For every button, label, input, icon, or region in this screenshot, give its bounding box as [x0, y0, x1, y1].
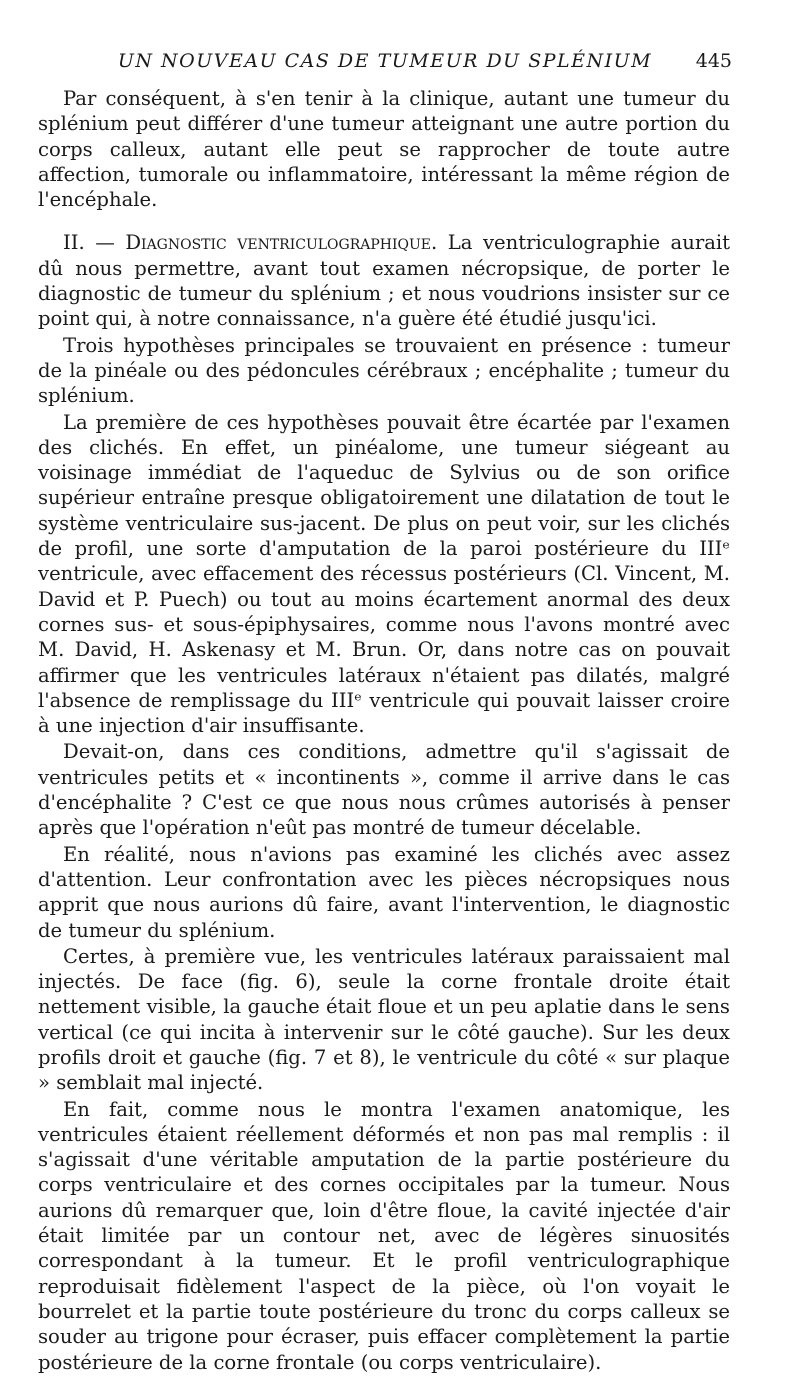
section-heading: Diagnostic ventriculographique.	[125, 231, 438, 255]
paragraph: Devait-on, dans ces conditions, admettre qu'il s'agissait de ventricules petits et « incontinents », comme il arrive dans le cas d'encéphalite ? C'est ce que nous nous crûmes autorisés à penser après que l'opération n'eût pas montré de tumeur décelable.	[38, 740, 730, 840]
section-ii-paragraph	[38, 230, 730, 331]
section-number: II. —	[63, 231, 115, 255]
paragraph: Par conséquent, à s'en tenir à la clinique, autant une tumeur du splénium peut différer d'une tumeur atteignant une autre portion du corps calleux, autant elle peut se rapprocher de toute autre affection, tumorale ou inflammatoire, intéressant la même région de l'encéphale.	[38, 87, 730, 212]
page-number: 445	[695, 50, 732, 72]
section-lead-text: La ventriculographie aurait dû	[38, 231, 731, 280]
paragraph: En fait, comme nous le montra l'examen anatomique, les ventricules étaient réellement déformés et non pas mal remplis : il s'agissait d'une véritable amputation de la partie postérieure du corps ventriculaire et des cornes occipitales par la tumeur. Nous aurions dû remarquer que, loin d'être floue, la cavité injectée d'air était limitée par un contour net, avec de légères sinuosités correspondant à la tumeur. Et le profil ventriculographique reproduisait fidèlement l'aspect de la pièce, où l'on voyait le bourrelet et la partie toute postérieure du tronc du corps calleux se souder au trigone pour écraser, puis effacer complètement la partie postérieure de la corne frontale (ou corps ventriculaire).	[38, 1097, 730, 1374]
paragraph: Certes, à première vue, les ventricules latéraux paraissaient mal injectés. De face (fig. 6), seule la corne frontale droite était nettement visible, la gauche était floue et un peu aplatie dans le sens vertical (ce qui incita à intervenir sur le côté gauche). Sur les deux profils droit et gauche (fig. 7 et 8), le ventricule du côté « sur plaque » semblait mal injecté.	[38, 944, 730, 1095]
paragraph: La première de ces hypothèses pouvait être écartée par l'examen des clichés. En effet, un pinéalome, une tumeur siégeant au voisinage immédiat de l'aqueduc de Sylvius ou de son orifice supérieur entraîne presque obligatoirement une dilatation de tout le système ventriculaire sus-jacent. De plus on peut voir, sur les clichés de profil, une sorte d'amputation de la paroi postérieure du IIIᵉ ventricule, avec effacement des récessus postérieurs (Cl. Vincent, M. David et P. Puech) ou tout au moins écartement anormal des deux cornes sus- et sous-épiphysaires, comme nous l'avons montré avec M. David, H. Askenasy et M. Brun. Or, dans notre cas on pouvait affirmer que les ventricules latéraux n'étaient pas dilatés, malgré l'absence de remplissage du IIIᵉ ventricule qui pouvait laisser croire à une injection d'air insuffisante.	[38, 410, 730, 738]
running-header	[38, 50, 732, 76]
running-title: UN NOUVEAU CAS DE TUMEUR DU SPLÉNIUM	[117, 50, 653, 72]
paragraph: Trois hypothèses principales se trouvaient en présence : tumeur de la pinéale ou des pédoncules cérébraux ; encéphalite ; tumeur du splénium.	[38, 333, 730, 408]
body-text	[38, 86, 730, 1375]
section-body-text: nous permettre, avant tout examen nécropsique, de porter le diagnostic de tumeur du splénium ; et nous voudrions insister sur ce point qui, à notre connaissance, n'a guère été étudié jusqu'ici.	[38, 256, 730, 331]
paragraph: En réalité, nous n'avions pas examiné les clichés avec assez d'attention. Leur confrontation avec les pièces nécropsiques nous apprit que nous aurions dû faire, avant l'intervention, le diagnostic de tumeur du splénium.	[38, 842, 730, 942]
